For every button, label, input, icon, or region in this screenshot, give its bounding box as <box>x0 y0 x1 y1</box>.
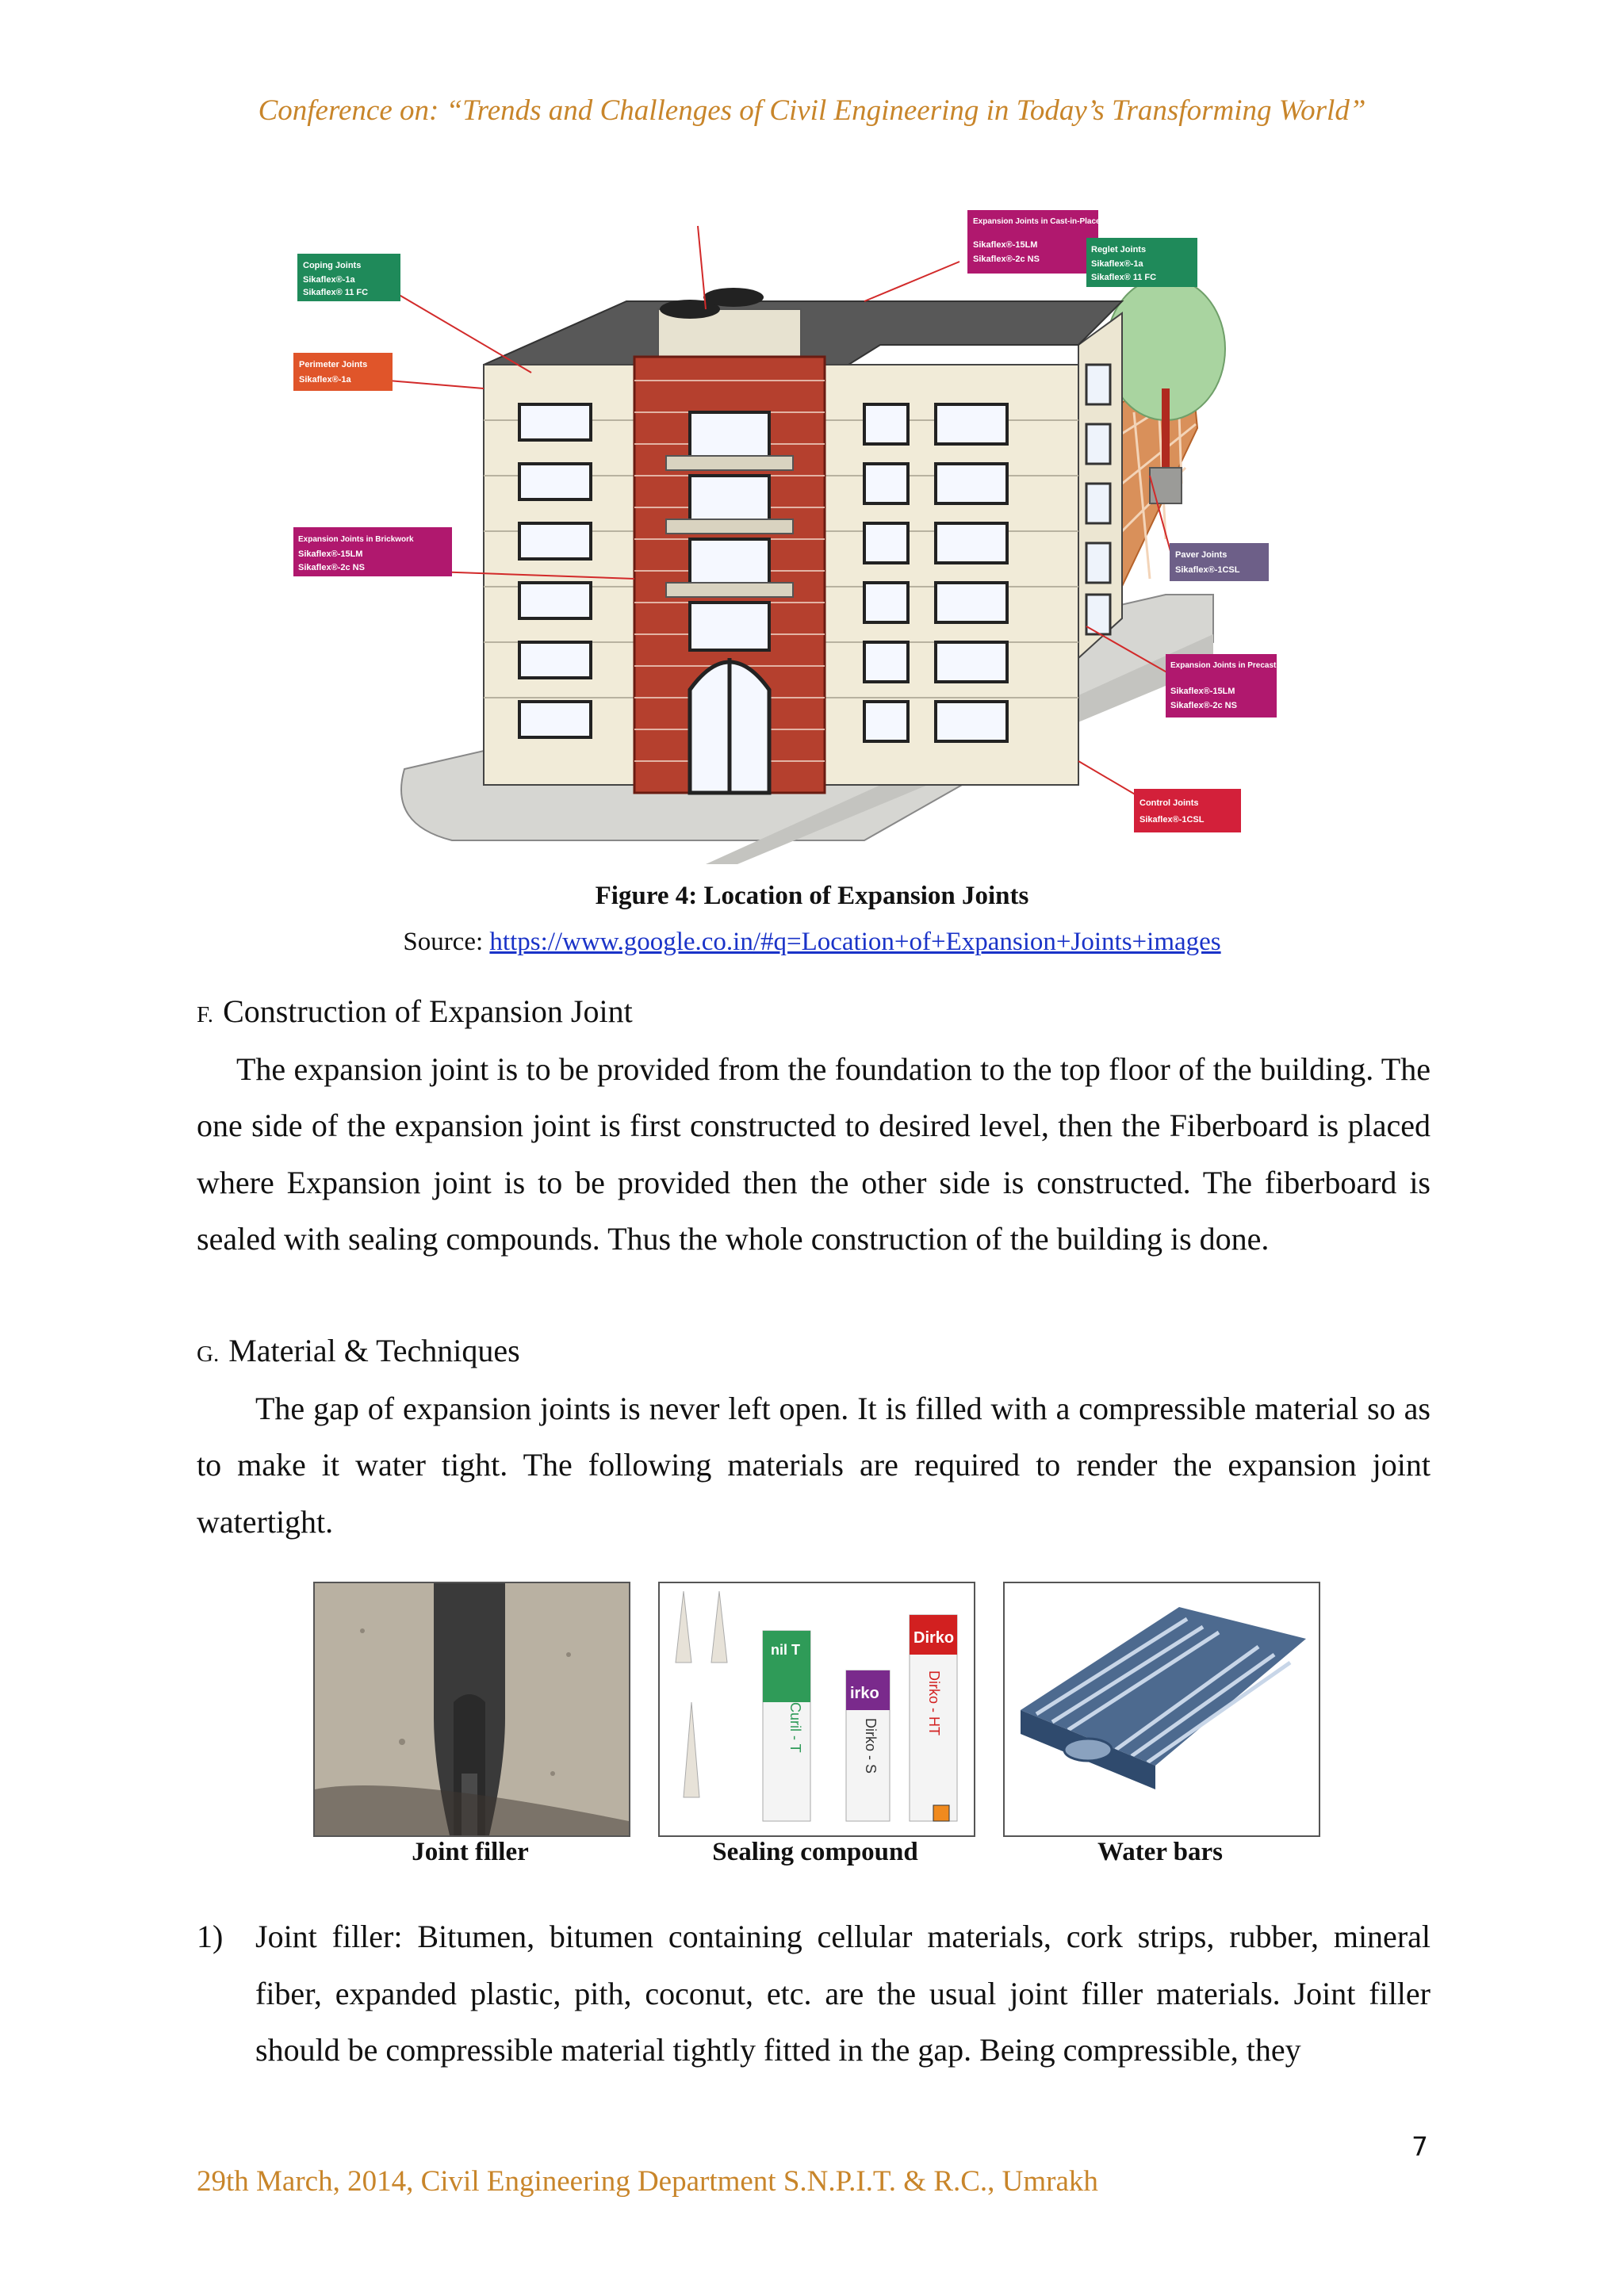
svg-text:Sikaflex®-2c NS: Sikaflex®-2c NS <box>1170 701 1237 710</box>
water-bars-label: Water bars <box>1097 1838 1223 1866</box>
svg-text:Perimeter Joints: Perimeter Joints <box>299 360 368 369</box>
svg-text:Dirko - HT: Dirko - HT <box>926 1670 942 1735</box>
callout-precast-joints <box>1166 654 1313 718</box>
svg-text:Expansion Joints in Cast-in-Pl: Expansion Joints in Cast-in-Place Concrete <box>973 217 1137 226</box>
section-g-heading <box>197 1332 520 1369</box>
building-illustration <box>293 151 1356 864</box>
figure-source <box>0 928 1624 957</box>
svg-text:Sikaflex®-2c NS: Sikaflex®-2c NS <box>298 563 365 572</box>
svg-text:Sikaflex®-1CSL: Sikaflex®-1CSL <box>1175 565 1240 575</box>
section-f-title: Construction of Expansion Joint <box>223 993 633 1029</box>
source-link[interactable]: https://www.google.co.in/#q=Location+of+Expansion+Joints+images <box>489 928 1221 956</box>
svg-text:Reglet Joints: Reglet Joints <box>1091 245 1147 254</box>
callout-brickwork-joints <box>293 527 452 576</box>
svg-text:Sikaflex®-15LM: Sikaflex®-15LM <box>973 240 1038 250</box>
svg-text:Dirko - S: Dirko - S <box>863 1718 879 1774</box>
callout-coping-joints <box>297 254 400 301</box>
section-f-paragraph: The expansion joint is to be provided from the foundation to the top floor of the building. The one side of the expansion joint is first constructed to desired level, then the Fiberboard is placed where Expansion joint is to be provided then the other side is constructed. The fiberboard is sealed with sealing compounds. Thus the whole construction of the building is done. <box>197 1051 1431 1257</box>
svg-text:Curil - T: Curil - T <box>787 1702 803 1753</box>
expansion-joints-figure <box>293 151 1356 864</box>
svg-text:Sikaflex®-1a: Sikaflex®-1a <box>299 375 351 385</box>
joint-filler-image <box>315 1583 629 1835</box>
figure-caption: Figure 4: Location of Expansion Joints <box>595 882 1029 910</box>
section-g-paragraph: The gap of expansion joints is never left open. It is filled with a compressible material so as to make it water tight. The following materials are required to render the expansion joint watertight. <box>197 1391 1431 1540</box>
sealing-compound-photo <box>658 1582 975 1837</box>
svg-text:Expansion Joints in Brickwork: Expansion Joints in Brickwork <box>298 535 414 544</box>
section-f-letter: F. <box>197 1002 214 1027</box>
section-f-heading <box>197 993 633 1030</box>
svg-text:Sikaflex®-2c NS: Sikaflex®-2c NS <box>973 254 1040 264</box>
section-g-letter: G. <box>197 1341 220 1367</box>
list-number: 1) <box>197 1919 224 1954</box>
svg-text:Sikaflex®-15LM: Sikaflex®-15LM <box>1170 687 1235 696</box>
joint-filler-photo <box>313 1582 630 1837</box>
svg-text:Sikaflex®-1a: Sikaflex®-1a <box>1091 259 1143 269</box>
svg-text:irko: irko <box>850 1685 879 1702</box>
water-bars-photo <box>1003 1582 1320 1837</box>
sealing-compound-image <box>660 1583 974 1835</box>
svg-text:Sikaflex® 11 FC: Sikaflex® 11 FC <box>303 288 369 297</box>
callout-perimeter-joints <box>293 353 393 391</box>
source-label: Source: <box>403 928 490 956</box>
svg-text:Sikaflex®-1CSL: Sikaflex®-1CSL <box>1139 815 1205 825</box>
svg-text:Sikaflex®-1a: Sikaflex®-1a <box>303 275 355 285</box>
page-number: 7 <box>1411 2131 1428 2162</box>
section-g-title: Material & Techniques <box>228 1333 520 1368</box>
svg-text:nil T: nil T <box>771 1642 800 1658</box>
callout-reglet-joints <box>1086 238 1197 287</box>
svg-text:Dirko: Dirko <box>914 1629 955 1647</box>
joint-filler-label: Joint filler <box>412 1838 529 1866</box>
list-text: Joint filler: Bitumen, bitumen containing cellular materials, cork strips, rubber, mineral fiber, expanded plastic, pith, coconut, etc. are the usual joint filler materials. Joint filler should be compressible material tightly fitted in the gap. Being compressible, they <box>255 1919 1431 2068</box>
svg-text:Sikaflex®-15LM: Sikaflex®-15LM <box>298 549 363 559</box>
page-footer: 29th March, 2014, Civil Engineering Department S.N.P.I.T. & R.C., Umrakh <box>197 2165 1098 2198</box>
svg-text:Expansion Joints in Precast Co: Expansion Joints in Precast Concrete <box>1170 661 1313 670</box>
svg-text:Coping Joints: Coping Joints <box>303 261 362 270</box>
materials-photos <box>309 1582 1316 1875</box>
svg-text:Sikaflex® 11 FC: Sikaflex® 11 FC <box>1091 273 1157 282</box>
callout-control-joints <box>1134 789 1241 832</box>
svg-text:Paver Joints: Paver Joints <box>1175 550 1228 560</box>
callout-paver-joints <box>1170 543 1269 581</box>
svg-text:Control Joints: Control Joints <box>1139 798 1199 808</box>
water-bars-image <box>1005 1583 1319 1835</box>
conference-header: Conference on: “Trends and Challenges of Civil Engineering in Today’s Transforming World” <box>258 94 1366 127</box>
sealing-compound-label: Sealing compound <box>712 1838 918 1866</box>
